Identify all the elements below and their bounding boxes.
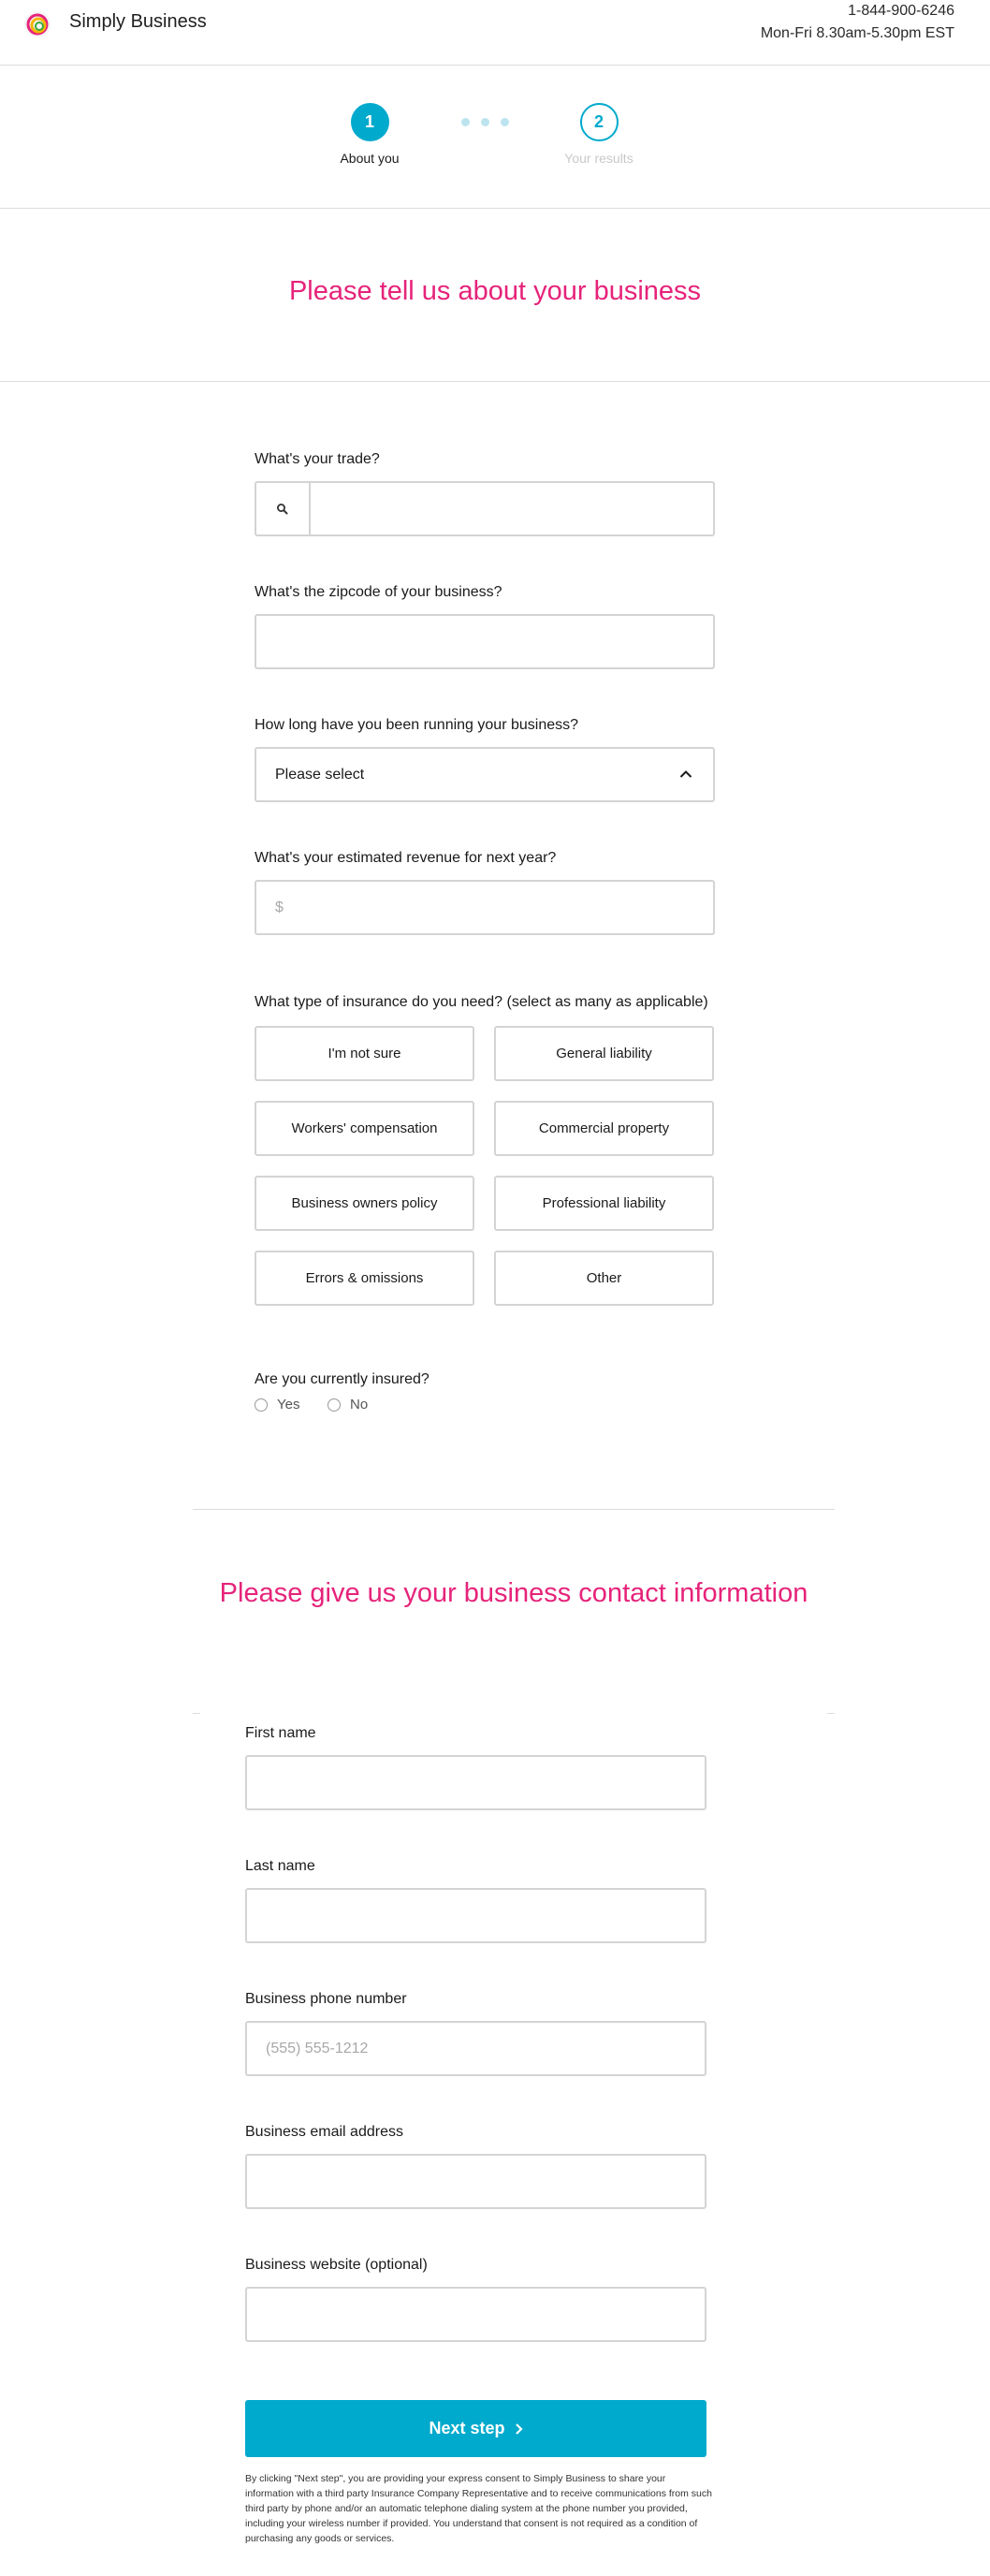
business-duration-select[interactable] — [255, 747, 715, 802]
zipcode-label: What's the zipcode of your business? — [255, 584, 502, 600]
trade-search-input[interactable] — [311, 483, 713, 534]
radio-circle[interactable] — [328, 1398, 341, 1412]
business-website-label: Business website (optional) — [245, 2257, 428, 2273]
step-about-you — [318, 103, 421, 166]
revenue-field — [255, 880, 715, 935]
step-label: About you — [340, 151, 400, 166]
insured-no-label: No — [350, 1397, 369, 1412]
business-phone-field — [245, 2021, 706, 2076]
insurance-type-label: What type of insurance do you need? (select as many as applicable) — [255, 994, 708, 1010]
business-email-field — [245, 2154, 706, 2209]
last-name-field — [245, 1888, 706, 1943]
revenue-label: What's your estimated revenue for next year? — [255, 850, 557, 866]
insurance-option-professional-liability[interactable]: Professional liability — [494, 1176, 714, 1231]
consent-disclaimer: By clicking "Next step", you are providing your express consent to Simply Business to share your information with a third party Insurance Company Representative and to receive communications from such third party by phone and/or an automatic telephone dialing system at the phone number you provided, including your wireless number if provided. You understand that consent is not required as a condition of purchasing any goods or services. — [245, 2473, 712, 2544]
divider — [193, 1713, 200, 1714]
first-name-field — [245, 1755, 706, 1810]
first-name-label: First name — [245, 1725, 316, 1741]
progress-steps — [0, 66, 990, 209]
brand-name[interactable]: Simply Business — [69, 11, 207, 32]
currently-insured-label: Are you currently insured? — [255, 1371, 429, 1387]
business-duration-value: Please select — [275, 766, 365, 783]
chevron-up-icon — [679, 769, 692, 779]
insured-yes-label: Yes — [277, 1397, 300, 1412]
site-header — [0, 0, 990, 66]
step-your-results — [547, 103, 650, 166]
phone-number[interactable]: 1-844-900-6246 — [848, 3, 954, 19]
step-number: 2 — [580, 103, 619, 141]
business-phone-input[interactable] — [247, 2023, 705, 2074]
trade-label: What's your trade? — [255, 451, 380, 467]
step-connector-dots — [461, 118, 510, 127]
business-website-input[interactable] — [247, 2289, 705, 2340]
insurance-option-other[interactable]: Other — [494, 1251, 714, 1306]
step-label: Your results — [564, 151, 633, 166]
insured-no-radio[interactable] — [328, 1397, 368, 1412]
last-name-input[interactable] — [247, 1890, 705, 1941]
business-email-input[interactable] — [247, 2156, 705, 2207]
divider — [827, 1713, 835, 1714]
trade-field — [255, 481, 715, 536]
insured-yes-radio[interactable] — [255, 1397, 299, 1412]
section-title-about-business: Please tell us about your business — [288, 276, 702, 306]
insurance-option-business-owners-policy[interactable]: Business owners policy — [255, 1176, 474, 1231]
first-name-input[interactable] — [247, 1757, 705, 1808]
business-email-label: Business email address — [245, 2124, 403, 2140]
divider — [0, 381, 990, 382]
search-icon — [256, 483, 311, 534]
zipcode-field — [255, 614, 715, 669]
insurance-option-commercial-property[interactable]: Commercial property — [494, 1101, 714, 1156]
business-phone-label: Business phone number — [245, 1991, 407, 2007]
insurance-option-errors-omissions[interactable]: Errors & omissions — [255, 1251, 474, 1306]
section-title-contact-information: Please give us your business contact information — [219, 1578, 808, 1608]
simply-business-logo-icon[interactable] — [19, 4, 56, 41]
insurance-option-general-liability[interactable]: General liability — [494, 1026, 714, 1081]
insurance-option-not-sure[interactable]: I'm not sure — [255, 1026, 474, 1081]
step-number: 1 — [351, 103, 389, 141]
office-hours: Mon-Fri 8.30am-5.30pm EST — [760, 25, 954, 41]
business-duration-label: How long have you been running your business? — [255, 717, 579, 733]
insurance-option-workers-compensation[interactable]: Workers' compensation — [255, 1101, 474, 1156]
contact-info — [761, 0, 954, 45]
radio-circle[interactable] — [255, 1398, 268, 1412]
chevron-right-icon — [515, 2422, 523, 2436]
last-name-label: Last name — [245, 1858, 315, 1874]
zipcode-input[interactable] — [256, 616, 713, 667]
divider — [193, 1509, 835, 1510]
next-step-button[interactable] — [245, 2400, 706, 2457]
revenue-input[interactable] — [256, 882, 713, 933]
business-website-field — [245, 2287, 706, 2342]
next-step-label: Next step — [429, 2419, 505, 2437]
